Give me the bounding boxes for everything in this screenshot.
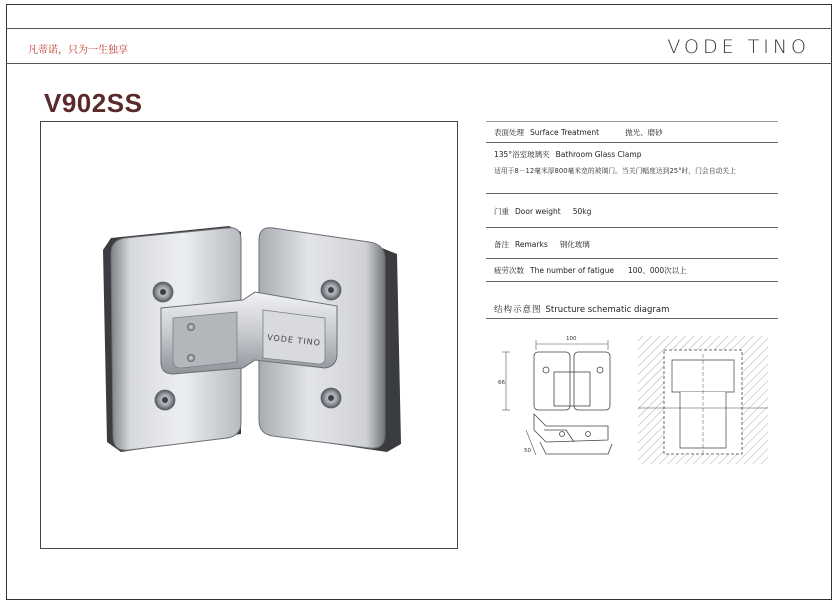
spec-remarks-en: Remarks bbox=[515, 240, 548, 249]
spec-rule bbox=[486, 142, 778, 143]
spec-remarks-cn: 备注 bbox=[494, 240, 509, 249]
diagram-title bbox=[494, 303, 669, 315]
header-bottom-rule bbox=[6, 63, 832, 64]
spec-rule-top bbox=[486, 121, 778, 122]
spec-type bbox=[494, 149, 647, 160]
spec-surface-cn: 表面处理 bbox=[494, 128, 524, 137]
diagram-title-en: Structure schematic diagram bbox=[545, 305, 670, 315]
dim-depth: 50 bbox=[524, 448, 531, 454]
hinge-section-view bbox=[638, 336, 768, 464]
dimension-lines bbox=[502, 340, 608, 455]
screw-socket-icon bbox=[328, 395, 334, 401]
bridge-screw-icon bbox=[187, 323, 195, 331]
spec-fatigue-en: The number of fatigue bbox=[530, 266, 614, 275]
dim-width: 100 bbox=[566, 336, 577, 342]
diagram-rule bbox=[486, 318, 778, 319]
spec-type-cn: 135°浴室玻璃夹 bbox=[494, 150, 550, 159]
spec-weight-cn: 门重 bbox=[494, 207, 509, 216]
header-top-rule bbox=[6, 28, 832, 29]
spec-rule bbox=[486, 193, 778, 194]
spec-type-en: Bathroom Glass Clamp bbox=[555, 150, 642, 159]
hinge-illustration bbox=[41, 122, 459, 550]
spec-rule bbox=[486, 227, 778, 228]
slogan: 凡蒂诺，只为一生独享 bbox=[28, 45, 128, 56]
screw-socket-icon bbox=[162, 397, 168, 403]
spec-surface-en: Surface Treatment bbox=[530, 128, 600, 137]
product-model: V902SS bbox=[44, 88, 143, 118]
brand-logo: VODE TINO bbox=[667, 36, 810, 58]
spec-remarks-value: 钢化玻璃 bbox=[559, 240, 590, 249]
structure-diagram bbox=[496, 330, 776, 470]
spec-remarks bbox=[494, 239, 596, 250]
spec-rule bbox=[486, 258, 778, 259]
spec-fatigue-value: 100、000次以上 bbox=[628, 266, 687, 275]
engraving: VODE TINO bbox=[266, 333, 322, 348]
screw-socket-icon bbox=[328, 287, 334, 293]
spec-fatigue-cn: 疲劳次数 bbox=[494, 266, 524, 275]
spec-type-note: 适用于8－12毫米厚800毫米宽的玻璃门。当关门幅度达到25°时，门会自动关上 bbox=[494, 167, 736, 175]
spec-rule bbox=[486, 281, 778, 282]
hinge-front-view bbox=[534, 352, 612, 454]
spec-surface bbox=[494, 127, 669, 138]
bridge-screw-icon bbox=[187, 354, 195, 362]
product-photo bbox=[40, 121, 458, 549]
spec-weight-en: Door weight bbox=[515, 207, 561, 216]
dim-height: 66 bbox=[498, 380, 505, 386]
diagram-title-cn: 结构示意图 bbox=[494, 305, 542, 315]
screw-socket-icon bbox=[160, 289, 166, 295]
spec-weight-value: 50kg bbox=[572, 207, 592, 216]
spec-fatigue bbox=[494, 265, 693, 276]
bridge-channel-left bbox=[173, 312, 237, 368]
spec-surface-value: 抛光、磨砂 bbox=[625, 128, 663, 137]
spec-weight bbox=[494, 206, 597, 217]
